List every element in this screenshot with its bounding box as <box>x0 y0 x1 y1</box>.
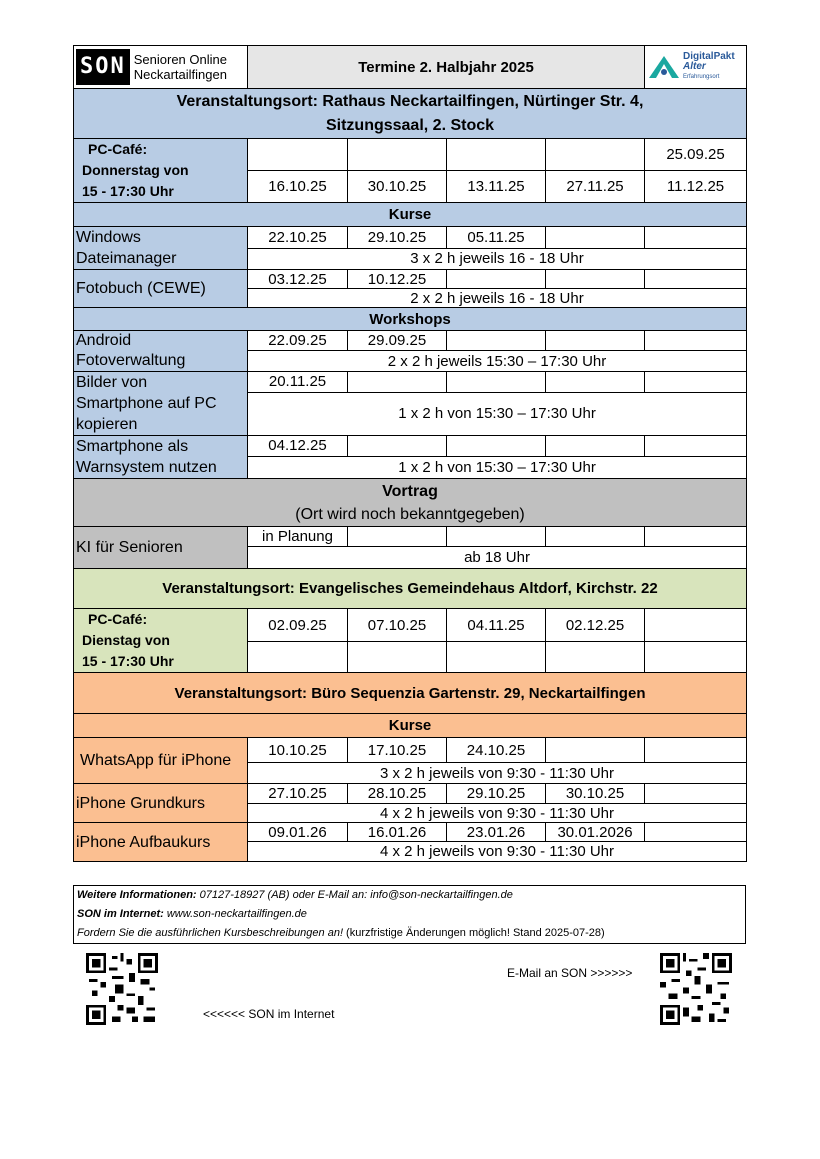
course-date <box>645 823 747 842</box>
footer-line-2-label: SON im Internet: <box>77 908 164 920</box>
pccafe-altdorf-date <box>645 642 747 673</box>
location-sequenzia: Veranstaltungsort: Büro Sequenzia Gartenstr. 29, Neckartailfingen <box>74 673 747 714</box>
course-date <box>645 738 747 763</box>
course-info: 4 x 2 h jeweils von 9:30 - 11:30 Uhr <box>248 804 747 823</box>
pccafe-rathaus-date <box>546 139 645 171</box>
pccafe-rathaus-date <box>248 139 348 171</box>
pccafe-rathaus-label-3: 15 - 17:30 Uhr <box>82 183 174 199</box>
section-kurse-sequenzia: Kurse <box>74 714 747 738</box>
course-date: 10.12.25 <box>348 270 447 289</box>
pccafe-rathaus-date <box>447 139 546 171</box>
pccafe-rathaus-date: 11.12.25 <box>645 171 747 203</box>
footer-info <box>73 885 746 944</box>
workshop-date <box>546 372 645 393</box>
pccafe-rathaus-date: 30.10.25 <box>348 171 447 203</box>
course-date: 27.10.25 <box>248 784 348 804</box>
course-date <box>447 270 546 289</box>
son-logo-mark: SON <box>76 49 130 85</box>
course-date: 30.01.2026 <box>546 823 645 842</box>
course-date: 30.10.25 <box>546 784 645 804</box>
section-vortrag <box>74 479 747 527</box>
workshop-date <box>348 372 447 393</box>
pccafe-altdorf-date: 02.09.25 <box>248 609 348 642</box>
footer-line-1 <box>77 886 742 905</box>
digitalpakt-text-3: Erfahrungsort <box>683 74 720 80</box>
workshop-android-name-1: Android <box>76 332 132 349</box>
pccafe-rathaus-label <box>74 139 248 203</box>
pccafe-altdorf-date: 02.12.25 <box>546 609 645 642</box>
workshop-date: 20.11.25 <box>248 372 348 393</box>
workshop-date <box>447 331 546 351</box>
pccafe-rathaus-date: 16.10.25 <box>248 171 348 203</box>
workshop-info: 1 x 2 h von 15:30 – 17:30 Uhr <box>248 392 747 435</box>
workshop-date: 29.09.25 <box>348 331 447 351</box>
course-date: 17.10.25 <box>348 738 447 763</box>
workshop-bilder-name-3: kopieren <box>76 416 138 433</box>
footer-line-3 <box>77 924 742 943</box>
course-date: 03.12.25 <box>248 270 348 289</box>
course-iphone-grundkurs: iPhone Grundkurs <box>74 784 248 823</box>
pccafe-altdorf-date <box>248 642 348 673</box>
course-fotobuch: Fotobuch (CEWE) <box>74 270 248 308</box>
workshop-date <box>645 331 747 351</box>
pccafe-altdorf-date <box>645 609 747 642</box>
qr-code-email-icon[interactable] <box>656 953 736 1025</box>
course-info: 2 x 2 h jeweils 16 - 18 Uhr <box>248 289 747 308</box>
pccafe-altdorf-label <box>74 609 248 673</box>
location-rathaus-line-2: Sitzungssaal, 2. Stock <box>325 116 495 134</box>
pccafe-altdorf-date <box>447 642 546 673</box>
course-date <box>645 784 747 804</box>
pccafe-altdorf-label-2: Dienstag von <box>82 632 170 648</box>
son-logo-text-1: Senioren Online <box>133 52 227 67</box>
vortrag-ki: KI für Senioren <box>74 527 248 569</box>
schedule-table <box>73 45 747 862</box>
course-windows-name-1: Windows <box>76 229 141 246</box>
workshop-bilder <box>74 372 248 436</box>
footer-website-link[interactable]: www.son-neckartailfingen.de <box>163 908 307 920</box>
course-date <box>546 270 645 289</box>
workshop-date <box>645 436 747 457</box>
vortrag-date <box>645 527 747 547</box>
workshop-date: 22.09.25 <box>248 331 348 351</box>
course-date: 29.10.25 <box>447 784 546 804</box>
workshop-bilder-name-2: Smartphone auf PC <box>76 395 217 412</box>
pccafe-rathaus-date: 25.09.25 <box>645 139 747 171</box>
course-windows <box>74 227 248 270</box>
section-kurse-rathaus: Kurse <box>74 203 747 227</box>
course-date: 16.01.26 <box>348 823 447 842</box>
workshop-warnsystem-name-1: Smartphone als <box>76 438 189 455</box>
course-date: 28.10.25 <box>348 784 447 804</box>
son-logo <box>74 46 248 89</box>
son-logo-text-2: Neckartailfingen <box>133 67 227 82</box>
course-iphone-aufbaukurs: iPhone Aufbaukurs <box>74 823 248 862</box>
qr-code-website-icon[interactable] <box>82 953 162 1025</box>
footer-line-2 <box>77 905 742 924</box>
pccafe-altdorf-date <box>546 642 645 673</box>
course-date <box>645 270 747 289</box>
pccafe-rathaus-date: 27.11.25 <box>546 171 645 203</box>
course-date: 09.01.26 <box>248 823 348 842</box>
workshop-date <box>645 372 747 393</box>
course-date: 22.10.25 <box>248 227 348 249</box>
workshop-date <box>546 436 645 457</box>
location-rathaus-line-1: Veranstaltungsort: Rathaus Neckartailfingen, Nürtinger Str. 4, <box>176 92 644 110</box>
workshop-date <box>348 436 447 457</box>
course-info: 4 x 2 h jeweils von 9:30 - 11:30 Uhr <box>248 842 747 862</box>
workshop-android <box>74 331 248 372</box>
course-date <box>546 227 645 249</box>
qr-label-website: <<<<<< SON im Internet <box>203 1007 335 1021</box>
workshop-info: 1 x 2 h von 15:30 – 17:30 Uhr <box>248 456 747 478</box>
digitalpakt-icon <box>647 52 681 82</box>
workshop-bilder-name-1: Bilder von <box>76 374 148 391</box>
workshop-info: 2 x 2 h jeweils 15:30 – 17:30 Uhr <box>248 351 747 372</box>
workshop-date <box>546 331 645 351</box>
course-date <box>645 227 747 249</box>
course-info: 3 x 2 h jeweils 16 - 18 Uhr <box>248 248 747 270</box>
digitalpakt-text-2: Alter <box>683 61 706 72</box>
schedule-sheet <box>73 45 746 862</box>
vortrag-date <box>348 527 447 547</box>
vortrag-subtitle: (Ort wird noch bekanntgegeben) <box>295 505 525 523</box>
location-altdorf: Veranstaltungsort: Evangelisches Gemeindehaus Altdorf, Kirchstr. 22 <box>74 569 747 609</box>
vortrag-date <box>447 527 546 547</box>
workshop-warnsystem-name-2: Warnsystem nutzen <box>76 459 217 476</box>
workshop-date <box>447 436 546 457</box>
pccafe-rathaus-label-1: PC-Café: <box>88 141 148 157</box>
qr-label-email: E-Mail an SON >>>>>> <box>507 966 633 980</box>
location-rathaus <box>74 89 747 139</box>
pccafe-rathaus-date <box>348 139 447 171</box>
course-date: 23.01.26 <box>447 823 546 842</box>
pccafe-rathaus-label-2: Donnerstag von <box>82 162 189 178</box>
course-date <box>546 738 645 763</box>
workshop-date: 04.12.25 <box>248 436 348 457</box>
pccafe-altdorf-date: 04.11.25 <box>447 609 546 642</box>
workshop-warnsystem <box>74 436 248 479</box>
vortrag-date: in Planung <box>248 527 348 547</box>
pccafe-altdorf-label-3: 15 - 17:30 Uhr <box>82 653 174 669</box>
course-date: 10.10.25 <box>248 738 348 763</box>
digitalpakt-text-1: DigitalPakt <box>683 51 735 62</box>
course-info: 3 x 2 h jeweils von 9:30 - 11:30 Uhr <box>248 763 747 784</box>
footer-line-3-label: Fordern Sie die ausführlichen Kursbeschreibungen an! <box>77 927 343 939</box>
vortrag-title: Vortrag <box>382 482 438 500</box>
pccafe-rathaus-date: 13.11.25 <box>447 171 546 203</box>
course-whatsapp: WhatsApp für iPhone <box>74 738 248 784</box>
course-date: 29.10.25 <box>348 227 447 249</box>
footer-contact[interactable]: 07127-18927 (AB) oder E-Mail an: info@son-neckartailfingen.de <box>196 889 513 901</box>
course-date: 05.11.25 <box>447 227 546 249</box>
footer-line-1-label: Weitere Informationen: <box>77 889 197 901</box>
vortrag-date <box>546 527 645 547</box>
pccafe-altdorf-date <box>348 642 447 673</box>
course-windows-name-2: Dateimanager <box>76 250 177 267</box>
workshop-date <box>447 372 546 393</box>
course-date: 24.10.25 <box>447 738 546 763</box>
section-workshops: Workshops <box>74 308 747 331</box>
footer-line-3-text: (kurzfristige Änderungen möglich! Stand 2025-07-28) <box>343 927 605 939</box>
pccafe-altdorf-label-1: PC-Café: <box>88 611 148 627</box>
digitalpakt-logo <box>645 46 747 89</box>
pccafe-altdorf-date: 07.10.25 <box>348 609 447 642</box>
workshop-android-name-2: Fotoverwaltung <box>76 352 186 369</box>
vortrag-info: ab 18 Uhr <box>248 547 747 569</box>
page-title: Termine 2. Halbjahr 2025 <box>248 46 645 89</box>
